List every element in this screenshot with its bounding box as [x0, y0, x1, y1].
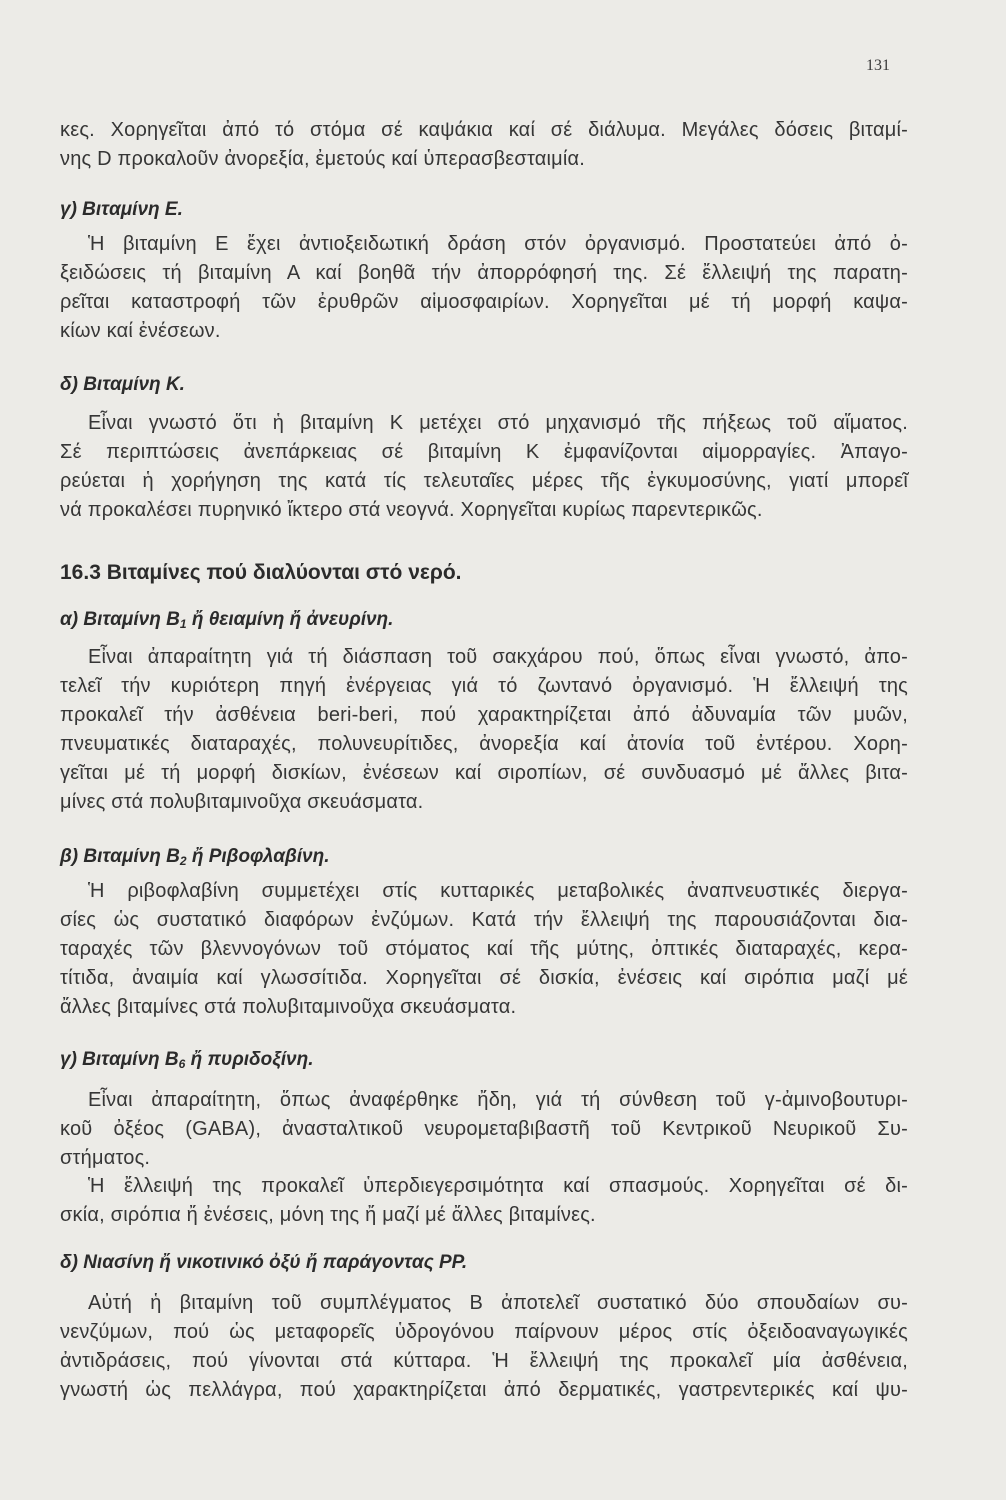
- text-line: κοῦ ὀξέος (GABA), ἀνασταλτικοῦ νευρομεταβιβαστῆ τοῦ Κεντρικοῦ Νευρικοῦ Συ-: [60, 1118, 908, 1140]
- text-line: Αὐτή ἡ βιταμίνη τοῦ συμπλέγματος Β ἀποτελεῖ συστατικό δύο σπουδαίων συ-: [88, 1292, 908, 1314]
- paragraph-vitamin-b2: [60, 877, 908, 1022]
- text-line: νά προκαλέσει πυρηνικό ἴκτερο στά νεογνά. Χορηγεῖται κυρίως παρεντερικῶς.: [60, 499, 763, 521]
- subsection-heading-vitamin-k: δ) Βιταμίνη Κ.: [60, 374, 185, 395]
- heading-suffix: ἤ θειαμίνη ἤ ἀνευρίνη.: [186, 609, 394, 630]
- text-line: Εἶναι ἀπαραίτητη γιά τή διάσπαση τοῦ σακχάρου πού, ὅπως εἶναι γνωστό, ἀπο-: [88, 646, 908, 668]
- text-line: ταραχές τῶν βλεννογόνων τοῦ στόματος καί τῆς μύτης, ὀπτικές διαταραχές, κερα-: [60, 938, 908, 960]
- text-line: πνευματικές διαταραχές, πολυνευρίτιδες, ἀνορεξία καί ἀτονία τοῦ ἐντέρου. Χορη-: [60, 733, 908, 755]
- heading-subscript: 2: [179, 854, 187, 868]
- heading-prefix: γ) Βιταμίνη Β: [60, 1049, 179, 1070]
- subsection-heading-vitamin-b6: [60, 1046, 908, 1074]
- heading-suffix: ἤ πυριδοξίνη.: [185, 1049, 314, 1070]
- text-line: Εἶναι ἀπαραίτητη, ὅπως ἀναφέρθηκε ἤδη, γιά τή σύνθεση τοῦ γ-ἀμινοβουτυρι-: [88, 1089, 908, 1111]
- paragraph-vitamin-k: [60, 409, 908, 525]
- text-line: κίων καί ἐνέσεων.: [60, 320, 221, 342]
- heading-prefix: α) Βιταμίνη Β: [60, 609, 180, 630]
- text-line: ρεύεται ἡ χορήγηση της κατά τίς τελευταῖες μέρες τῆς ἐγκυμοσύνης, γιατί μπορεῖ: [60, 470, 908, 492]
- section-heading: 16.3 Βιταμίνες πού διαλύονται στό νερό.: [60, 561, 462, 584]
- text-line: νης D προκαλοῦν ἀνορεξία, ἐμετούς καί ὑπερασβεσταιμία.: [60, 148, 586, 170]
- text-line: στήματος.: [60, 1147, 151, 1169]
- text-line: γεῖται μέ τή μορφή δισκίων, ἐνέσεων καί σιροπίων, σέ συνδυασμό μέ ἄλλες βιτα-: [60, 762, 908, 784]
- paragraph-niacin: [60, 1289, 908, 1405]
- heading-suffix: ἤ Ριβοφλαβίνη.: [186, 846, 330, 867]
- text-line: τίτιδα, ἀναιμία καί γλωσσίτιδα. Χορηγεῖται σέ δισκία, ἐνέσεις καί σιρόπια μαζί μέ: [60, 967, 908, 989]
- text-line: κες. Χορηγεῖται ἀπό τό στόμα σέ καψάκια καί σέ διάλυμα. Μεγάλες δόσεις βιταμί-: [60, 119, 908, 141]
- heading-subscript: 6: [178, 1057, 186, 1071]
- text-line: ἄλλες βιταμίνες στά πολυβιταμινοῦχα σκευάσματα.: [60, 996, 517, 1018]
- text-line: γνωστή ὡς πελλάγρα, πού χαρακτηρίζεται ἀπό δερματικές, γαστρεντερικές καί ψυ-: [60, 1379, 908, 1401]
- text-line: προκαλεῖ τήν ἀσθένεια beri-beri, πού χαρακτηρίζεται ἀπό ἀδυναμία τῶν μυῶν,: [60, 704, 908, 726]
- paragraph-vitamin-b6-2: [60, 1172, 908, 1230]
- heading-prefix: β) Βιταμίνη Β: [60, 846, 180, 867]
- page-number: 131: [866, 57, 890, 74]
- text-line: ξειδώσεις τή βιταμίνη Α καί βοηθᾶ τήν ἀπορρόφησή της. Σέ ἔλλειψή της παρατη-: [60, 262, 908, 284]
- text-line: Σέ περιπτώσεις ἀνεπάρκειας σέ βιταμίνη Κ ἐμφανίζονται αἱμορραγίες. Ἀπαγο-: [60, 441, 908, 463]
- subsection-heading-vitamin-b1: [60, 606, 908, 634]
- text-line: Ἡ ἔλλειψή της προκαλεῖ ὑπερδιεγερσιμότητα καί σπασμούς. Χορηγεῖται σέ δι-: [88, 1175, 908, 1197]
- text-line: σίες ὡς συστατικό διαφόρων ἐνζύμων. Κατά τήν ἔλλειψή της παρουσιάζονται δια-: [60, 909, 908, 931]
- text-line: νενζύμων, πού ὡς μεταφορεῖς ὑδρογόνου παίρνουν μέρος στίς ὀξειδοαναγωγικές: [60, 1321, 908, 1343]
- subsection-heading-vitamin-e: γ) Βιταμίνη Ε.: [60, 199, 183, 220]
- text-line: Εἶναι γνωστό ὅτι ἡ βιταμίνη Κ μετέχει στό μηχανισμό τῆς πήξεως τοῦ αἵματος.: [88, 412, 908, 434]
- subsection-heading-vitamin-b2: [60, 843, 908, 871]
- paragraph-intro: [60, 116, 908, 174]
- text-line: Ἡ βιταμίνη Ε ἔχει ἀντιοξειδωτική δράση στόν ὀργανισμό. Προστατεύει ἀπό ὀ-: [88, 233, 908, 255]
- paragraph-vitamin-b1: [60, 643, 908, 817]
- heading-subscript: 1: [179, 617, 187, 631]
- paragraph-vitamin-e: [60, 230, 908, 346]
- text-line: Ἡ ριβοφλαβίνη συμμετέχει στίς κυτταρικές μεταβολικές ἀναπνευστικές διεργα-: [88, 880, 908, 902]
- text-line: σκία, σιρόπια ἤ ἐνέσεις, μόνη της ἤ μαζί μέ ἄλλες βιταμίνες.: [60, 1204, 596, 1226]
- subsection-heading-niacin: δ) Νιασίνη ἤ νικοτινικό ὀξύ ἤ παράγοντας PP.: [60, 1252, 468, 1273]
- text-line: ρεῖται καταστροφή τῶν ἐρυθρῶν αἱμοσφαιρίων. Χορηγεῖται μέ τή μορφή καψα-: [60, 291, 908, 313]
- text-line: μίνες στά πολυβιταμινοῦχα σκευάσματα.: [60, 791, 424, 813]
- text-line: ἀντιδράσεις, πού γίνονται στά κύτταρα. Ἡ ἔλλειψή της προκαλεῖ μία ἀσθένεια,: [60, 1350, 908, 1372]
- paragraph-vitamin-b6-1: [60, 1086, 908, 1173]
- text-line: τελεῖ τήν κυριότερη πηγή ἐνέργειας γιά τό ζωντανό ὀργανισμό. Ἡ ἔλλειψή της: [60, 675, 908, 697]
